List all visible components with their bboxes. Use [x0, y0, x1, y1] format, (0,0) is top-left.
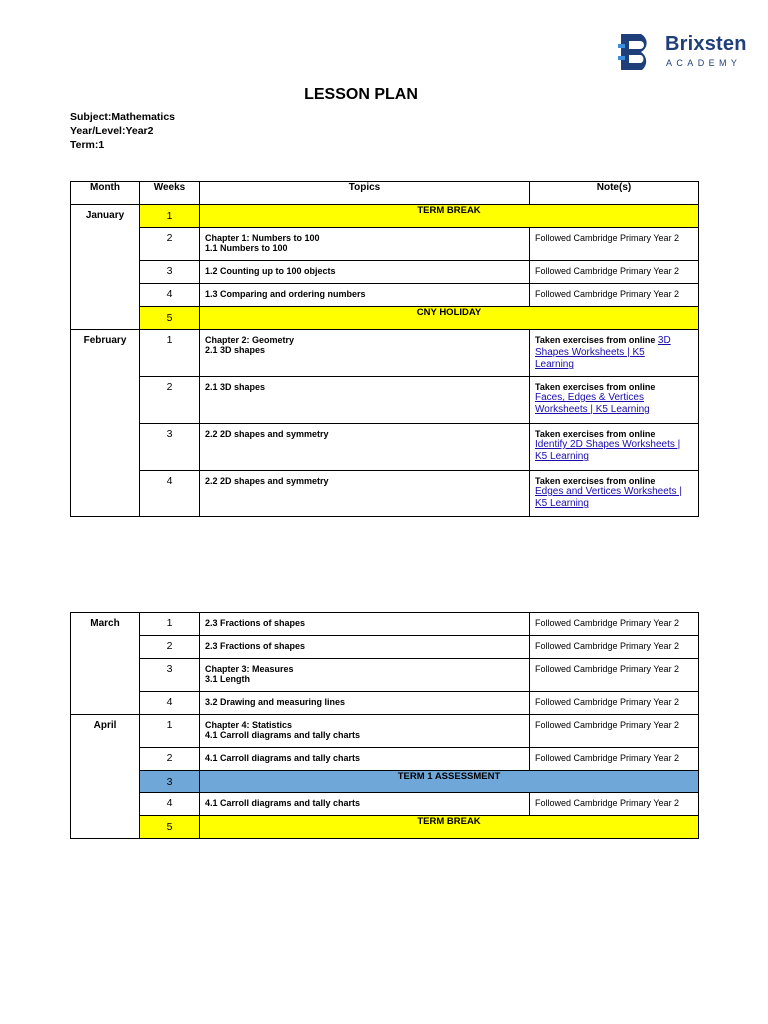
table-row	[71, 228, 699, 261]
brand-logo	[615, 30, 745, 74]
term-break-label: TERM BREAK	[200, 816, 699, 839]
topic-line: Chapter 1: Numbers to 100	[205, 233, 320, 243]
topic-cell: 2.1 3D shapes	[200, 377, 530, 424]
note-prefix: Taken exercises from online	[535, 476, 656, 486]
brixsten-logo-icon	[615, 30, 659, 74]
note-cell: Followed Cambridge Primary Year 2	[530, 228, 699, 261]
topic-cell: 3.2 Drawing and measuring lines	[200, 692, 530, 715]
topic-cell: 4.1 Carroll diagrams and tally charts	[200, 748, 530, 771]
subject-line: Subject:Mathematics	[70, 111, 176, 123]
note-cell	[530, 330, 699, 377]
month-cell: March	[71, 613, 140, 715]
note-prefix: Taken exercises from online	[535, 382, 656, 392]
table-row	[71, 284, 699, 307]
week-cell: 4	[140, 471, 200, 517]
week-cell: 3	[140, 261, 200, 284]
topic-cell: 1.2 Counting up to 100 objects	[200, 261, 530, 284]
worksheet-link[interactable]: Faces, Edges & Vertices	[535, 392, 644, 403]
page-title: LESSON PLAN	[304, 86, 418, 103]
worksheet-link[interactable]: Identify 2D Shapes Worksheets |	[535, 439, 681, 450]
table-header-row	[71, 182, 699, 205]
worksheet-link[interactable]: K5 Learning	[535, 498, 589, 509]
week-cell: 4	[140, 793, 200, 816]
lesson-table-1	[70, 181, 699, 517]
topic-line: 1.1 Numbers to 100	[205, 243, 288, 253]
topic-cell: 1.3 Comparing and ordering numbers	[200, 284, 530, 307]
week-cell: 4	[140, 692, 200, 715]
note-cell	[530, 424, 699, 471]
week-cell: 3	[140, 771, 200, 793]
note-cell: Followed Cambridge Primary Year 2	[530, 636, 699, 659]
week-cell: 2	[140, 636, 200, 659]
note-cell: Followed Cambridge Primary Year 2	[530, 692, 699, 715]
table-row	[71, 330, 699, 377]
table-row	[71, 816, 699, 839]
week-cell: 5	[140, 307, 200, 330]
worksheet-link[interactable]: Worksheets | K5 Learning	[535, 404, 650, 415]
topic-cell	[200, 330, 530, 377]
table-row	[71, 424, 699, 471]
month-cell: February	[71, 330, 140, 517]
week-cell: 1	[140, 613, 200, 636]
brand-name: Brixsten	[665, 33, 747, 55]
term-line: Term:1	[70, 139, 105, 151]
note-cell: Followed Cambridge Primary Year 2	[530, 748, 699, 771]
topic-cell	[200, 228, 530, 261]
topic-cell	[200, 659, 530, 692]
note-cell: Followed Cambridge Primary Year 2	[530, 613, 699, 636]
topic-line: 3.1 Length	[205, 674, 251, 684]
cny-holiday-label: CNY HOLIDAY	[200, 307, 699, 330]
week-cell: 2	[140, 377, 200, 424]
note-prefix: Taken exercises from online	[535, 429, 656, 439]
table-row	[71, 377, 699, 424]
month-cell: January	[71, 205, 140, 330]
lesson-meta	[70, 110, 175, 152]
topic-cell: 2.2 2D shapes and symmetry	[200, 424, 530, 471]
worksheet-link[interactable]: K5 Learning	[535, 451, 589, 462]
header-month: Month	[71, 182, 140, 205]
week-cell: 1	[140, 715, 200, 748]
table-row	[71, 261, 699, 284]
table-row	[71, 715, 699, 748]
note-cell	[530, 471, 699, 517]
table-row	[71, 659, 699, 692]
header-topics: Topics	[200, 182, 530, 205]
note-cell: Followed Cambridge Primary Year 2	[530, 261, 699, 284]
table-row	[71, 748, 699, 771]
topic-line: Chapter 2: Geometry	[205, 335, 295, 345]
table-row	[71, 692, 699, 715]
term-break-label: TERM BREAK	[200, 205, 699, 228]
header-weeks: Weeks	[140, 182, 200, 205]
topic-line: 4.1 Carroll diagrams and tally charts	[205, 730, 361, 740]
note-cell: Followed Cambridge Primary Year 2	[530, 715, 699, 748]
worksheet-link[interactable]: Shapes Worksheets | K5	[535, 347, 645, 358]
topic-line: Chapter 3: Measures	[205, 664, 294, 674]
topic-cell	[200, 715, 530, 748]
worksheet-link[interactable]: 3D	[657, 335, 671, 346]
week-cell: 2	[140, 228, 200, 261]
week-cell: 4	[140, 284, 200, 307]
topic-cell: 4.1 Carroll diagrams and tally charts	[200, 793, 530, 816]
lesson-table-2	[70, 612, 699, 839]
note-prefix: Taken exercises from online	[535, 335, 656, 345]
week-cell: 5	[140, 816, 200, 839]
week-cell: 3	[140, 424, 200, 471]
topic-cell: 2.3 Fractions of shapes	[200, 613, 530, 636]
week-cell: 1	[140, 205, 200, 228]
week-cell: 1	[140, 330, 200, 377]
brand-subtitle: ACADEMY	[666, 58, 742, 68]
table-row	[71, 613, 699, 636]
week-cell: 2	[140, 748, 200, 771]
assessment-label: TERM 1 ASSESSMENT	[200, 771, 699, 793]
table-row	[71, 471, 699, 517]
note-cell: Followed Cambridge Primary Year 2	[530, 284, 699, 307]
note-cell	[530, 377, 699, 424]
table-row	[71, 793, 699, 816]
worksheet-link[interactable]: Learning	[535, 359, 574, 370]
note-cell: Followed Cambridge Primary Year 2	[530, 659, 699, 692]
header-notes: Note(s)	[530, 182, 699, 205]
worksheet-link[interactable]: Edges and Vertices Worksheets |	[535, 486, 682, 497]
topic-cell: 2.2 2D shapes and symmetry	[200, 471, 530, 517]
table-row	[71, 771, 699, 793]
note-cell: Followed Cambridge Primary Year 2	[530, 793, 699, 816]
level-line: Year/Level:Year2	[70, 125, 154, 137]
topic-line: 2.1 3D shapes	[205, 345, 266, 355]
topic-line: Chapter 4: Statistics	[205, 720, 293, 730]
table-row	[71, 205, 699, 228]
table-row	[71, 636, 699, 659]
week-cell: 3	[140, 659, 200, 692]
topic-cell: 2.3 Fractions of shapes	[200, 636, 530, 659]
table-row	[71, 307, 699, 330]
month-cell: April	[71, 715, 140, 839]
